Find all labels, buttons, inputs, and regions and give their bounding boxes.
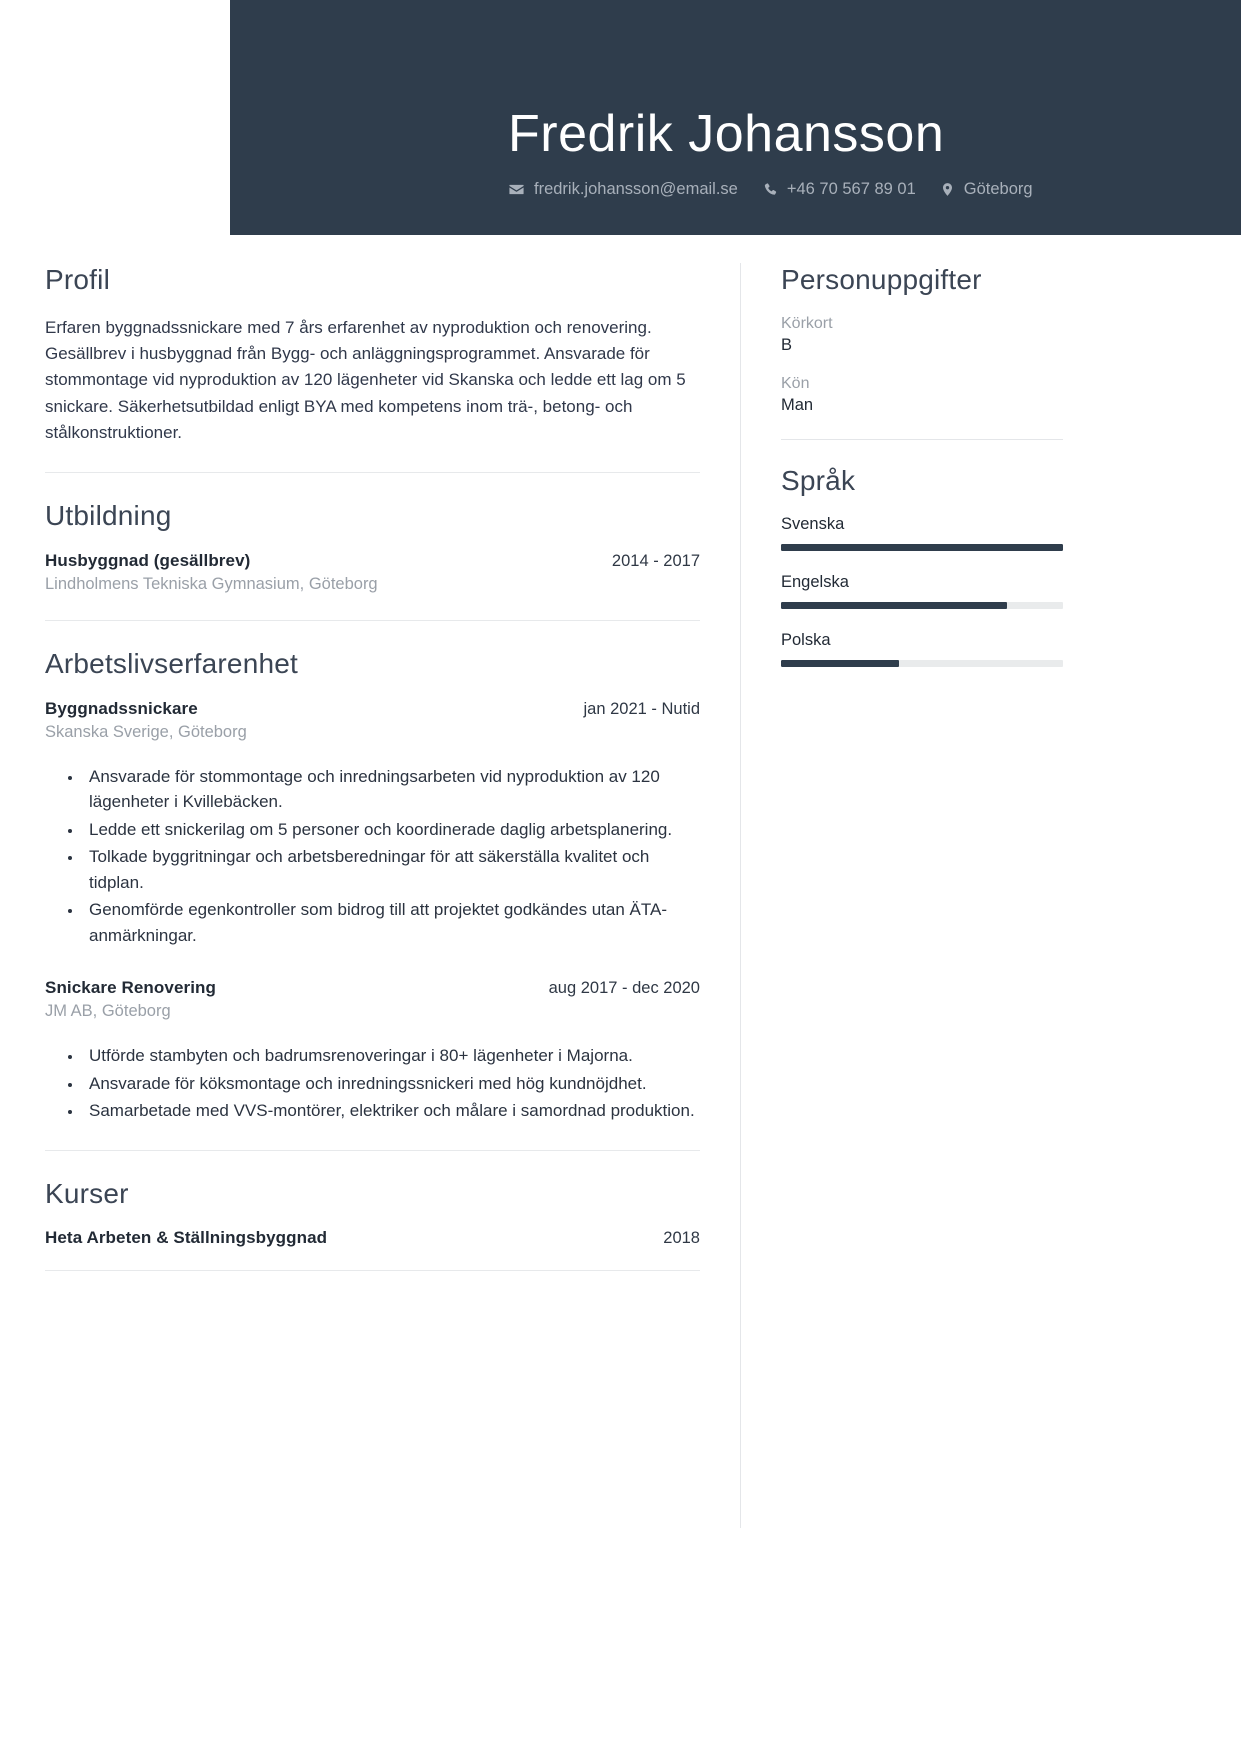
section-personal-details [781,263,1063,415]
section-title-profile: Profil [45,264,110,295]
course-entry-title: Heta Arbeten & Ställningsbyggnad [45,1228,328,1248]
language-level-fill [781,544,1063,551]
contact-email[interactable] [508,180,738,199]
list-item: • Tolkade byggritningar och arbetsberedningar för att säkerställa kvalitet och tidplan. [83,844,700,895]
education-entry-head [45,551,700,571]
experience-entry-employer: JM AB, Göteborg [45,1002,171,1020]
experience-entry-date: jan 2021 - Nutid [583,699,700,718]
list-item: • Samarbetade med VVS-montörer, elektriker och målare i samordnad produktion. [83,1098,700,1124]
contact-location[interactable] [940,180,1033,199]
section-experience [45,647,700,1124]
personal-detail-license [781,315,1063,355]
language-level-fill [781,660,899,667]
language-name: Engelska [781,573,849,592]
language-item [781,573,1063,609]
contact-location-text: Göteborg [963,180,1033,198]
list-item: • Utförde stambyten och badrumsrenoveringar i 80+ lägenheter i Majorna. [83,1043,700,1069]
list-item: • Ansvarade för köksmontage och inredningssnickeri med hög kundnöjdhet. [83,1071,700,1097]
education-entry [45,551,700,594]
experience-entry [45,978,700,1124]
resume-body [0,235,1241,1754]
section-title-education: Utbildning [45,500,172,532]
list-item: • Ledde ett snickerilag om 5 personer och koordinerade daglig arbetsplanering. [83,817,700,843]
experience-entry-head [45,699,700,719]
list-item: • Genomförde egenkontroller som bidrog till att projektet godkändes utan ÄTA-anmärkningar. [83,897,700,948]
column-divider [740,263,741,1528]
profile-summary-text: Erfaren byggnadssnickare med 7 års erfarenhet av nyproduktion och renovering. Gesällbrev i husbyggnad från Bygg- och anläggningsprogrammet. Ansvarade för stommontage vid nyproduktion av 120 lägenheter vid Skanska och ledde ett lag om 5 snickare. Säkerhetsutbildad enligt BYA med kompetens inom trä-, betong- och stålkonstruktioner. [45,317,686,442]
language-name: Svenska [781,515,845,534]
experience-entry-head [45,978,700,998]
language-level-track [781,544,1063,551]
section-courses [45,1177,700,1249]
language-name: Polska [781,631,831,650]
education-entry-institution: Lindholmens Tekniska Gymnasium, Göteborg [45,574,378,593]
main-column [45,263,700,1295]
contact-phone[interactable] [762,180,916,199]
language-level-track [781,660,1063,667]
header-content [508,0,1241,235]
experience-entry-title: Byggnadssnickare [45,698,198,718]
experience-bullet-list [45,1043,700,1124]
language-level-fill [781,602,1007,609]
section-title-experience: Arbetslivserfarenhet [45,647,299,679]
list-item: • Ansvarade för stommontage och inredningsarbeten vid nyproduktion av 120 lägenheter i Kvillebäcken. [83,764,700,815]
personal-detail-value: B [781,335,793,354]
course-entry-date: 2018 [663,1229,700,1248]
section-divider [45,472,700,473]
header-band [230,0,1241,235]
experience-entry-employer: Skanska Sverige, Göteborg [45,722,247,741]
section-profile [45,263,700,446]
language-level-track [781,602,1063,609]
location-pin-icon [940,181,955,198]
contact-phone-text: +46 70 567 89 01 [786,180,916,198]
phone-icon [762,182,778,198]
section-education [45,499,700,594]
section-title-languages: Språk [781,464,856,496]
section-languages [781,464,1063,668]
section-title-personal-details: Personuppgifter [781,264,982,295]
contact-row [508,180,1241,199]
personal-detail-value: Man [781,395,814,414]
language-item [781,515,1063,551]
personal-detail-label: Körkort [781,314,833,332]
education-entry-title: Husbyggnad (gesällbrev) [45,550,251,570]
contact-email-text: fredrik.johansson@email.se [534,180,738,198]
personal-detail-gender [781,375,1063,415]
education-entry-date: 2014 - 2017 [611,551,700,570]
sidebar-divider [781,439,1063,440]
course-entry [45,1228,700,1248]
section-divider [45,620,700,621]
experience-bullet-list [45,764,700,949]
language-item [781,631,1063,667]
experience-entry [45,699,700,949]
page-title: Fredrik Johansson [508,105,945,164]
sidebar-column [781,263,1063,689]
section-divider [45,1270,700,1271]
section-divider [45,1150,700,1151]
experience-entry-title: Snickare Renovering [45,978,217,997]
envelope-icon [508,181,525,198]
experience-entry-date: aug 2017 - dec 2020 [548,979,700,997]
section-title-courses: Kurser [45,1177,129,1209]
course-entry-head [45,1228,700,1248]
personal-detail-label: Kön [781,374,810,392]
